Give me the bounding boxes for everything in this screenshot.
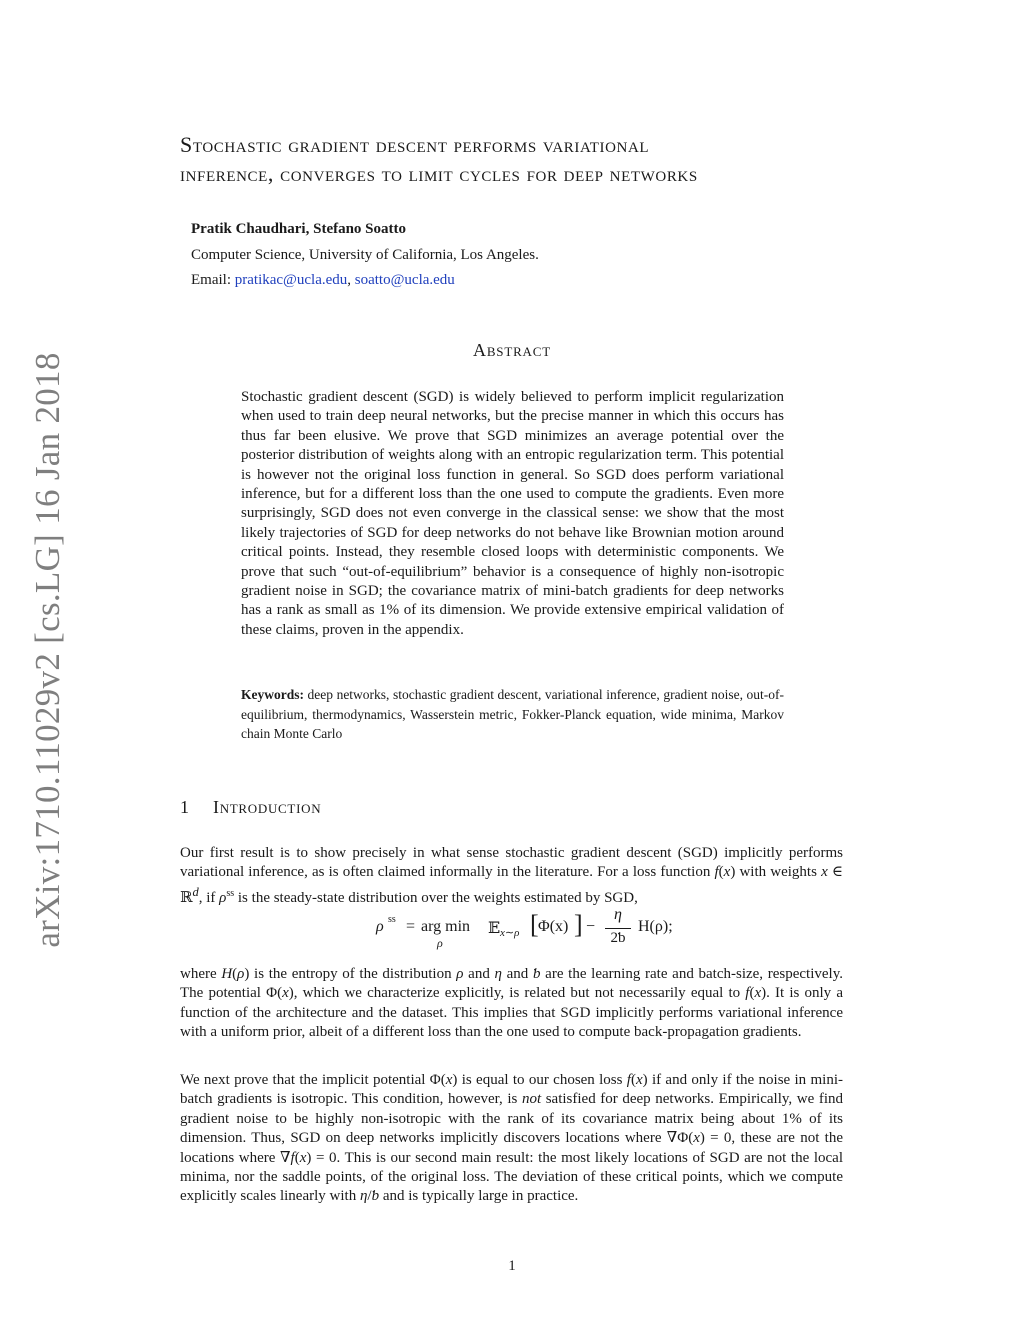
eq-equals: = — [406, 918, 416, 935]
affiliation: Computer Science, University of California, Los Angeles. — [191, 247, 539, 263]
intro-paragraph-2: where H(ρ) is the entropy of the distribution ρ and η and ƅ are the learning rate and batch-size, respectively. The potential Φ(x), which we characterize explicitly, is related but not necessarily equal to f(x). It is only a function of the architecture and the dataset. This implies that SGD implicitly performs variational inference with a uniform prior, albeit of a different loss than the one used to compute back-propagation gradients. — [180, 966, 843, 1041]
email-link-1[interactable]: pratikac@ucla.edu — [234, 272, 348, 288]
abstract-text: Stochastic gradient descent (SGD) is widely believed to perform implicit regularization when used to train deep neural networks, but the precise manner in which this occurs has thus far been elusive. We prove that SGD minimizes an average potential over the posterior distribution of weights along with an entropic regularization term. This potential is however not the original loss function in general. So SGD does perform variational inference, but for a different loss than the one used to compute the gradients. Even more surprisingly, SGD does not even converge in the classical sense: we show that the most likely trajectories of SGD for deep networks do not behave like Brownian motion around critical points. Instead, they resemble closed loops with deterministic components. We prove that such “out-of-equilibrium” behavior is a consequence of highly non-isotropic gradient noise in SGD; the covariance matrix of mini-batch gradients for deep networks has a rank as small as 1% of its dimension. We provide extensive empirical validation of these claims, proven in the appendix. — [241, 389, 784, 638]
title-line-2: inference, converges to limit cycles for deep networks — [180, 161, 698, 186]
paper-title — [180, 130, 860, 188]
page-number: 1 — [508, 1258, 516, 1274]
email-line — [191, 272, 455, 289]
eq-frac-num: η — [614, 906, 622, 923]
authors: Pratik Chaudhari, Stefano Soatto — [191, 221, 407, 237]
section-number: 1 — [180, 797, 190, 817]
arxiv-side-identifier — [18, 352, 78, 948]
email-label: Email: — [191, 272, 235, 288]
eq-phi: Φ(x) — [538, 918, 569, 935]
eq-argmin-sub: ρ — [437, 936, 443, 950]
equation-steady-state — [376, 906, 673, 956]
keywords-text: deep networks, stochastic gradient descent, variational inference, gradient noise, out-of-equilibrium, thermodynamics, Wasserstein metric, Fokker-Planck equation, wide minima, Markov chain Monte Carlo — [241, 687, 784, 741]
eq-lhs: ρ — [376, 918, 384, 935]
intro-paragraph-3: We next prove that the implicit potential Φ(x) is equal to our chosen loss f(x) if and only if the noise in mini-batch gradients is isotropic. This condition, however, is not satisfied for deep networks. Empirically, we find gradient noise to be highly non-isotropic with the rank of its covariance matrix being about 1% of its dimension. Thus, SGD on deep networks implicitly discovers locations where ∇Φ(x) = 0, these are not the locations where ∇f(x) = 0. This is our second main result: the most likely locations of SGD are not the local minima, nor the saddle points, of the original loss. The deviation of these critical points, which we compute explicitly scales linearly with η/ƅ and is typically large in practice. — [180, 1072, 843, 1205]
section-heading — [180, 797, 321, 818]
keywords-label: Keywords: — [241, 687, 304, 702]
eq-entropy: H(ρ); — [638, 918, 673, 935]
eq-minus: − — [586, 918, 596, 935]
eq-frac-den: 2ƅ — [610, 930, 626, 946]
eq-expectation: 𝔼 — [488, 920, 501, 937]
eq-left-bracket: [ — [530, 910, 539, 939]
title-line-1: Stochastic gradient descent performs variational — [180, 132, 650, 157]
eq-expectation-sub: x∼ρ — [500, 927, 520, 939]
keywords — [241, 685, 784, 744]
email-separator: , — [347, 272, 355, 288]
eq-right-bracket: ] — [574, 910, 583, 939]
eq-argmin: arg min — [421, 918, 471, 935]
abstract-heading: Abstract — [473, 340, 551, 360]
arxiv-identifier-text: arXiv:1710.11029v2 [cs.LG] 16 Jan 2018 — [28, 352, 67, 948]
eq-lhs-sup: ss — [388, 914, 396, 925]
eq-frac-bar — [605, 928, 631, 929]
section-title: Introduction — [213, 797, 322, 817]
intro-paragraph-1: Our first result is to show precisely in what sense stochastic gradient descent (SGD) implicitly performs variational inference, as is often claimed informally in the literature. For a loss function f(x) with weights x ∈ ℝ$^d$, if $\rho^{ss}$ is the steady-state distribution over the weights estimated by SGD, — [180, 845, 843, 906]
email-link-2[interactable]: soatto@ucla.edu — [354, 272, 455, 288]
